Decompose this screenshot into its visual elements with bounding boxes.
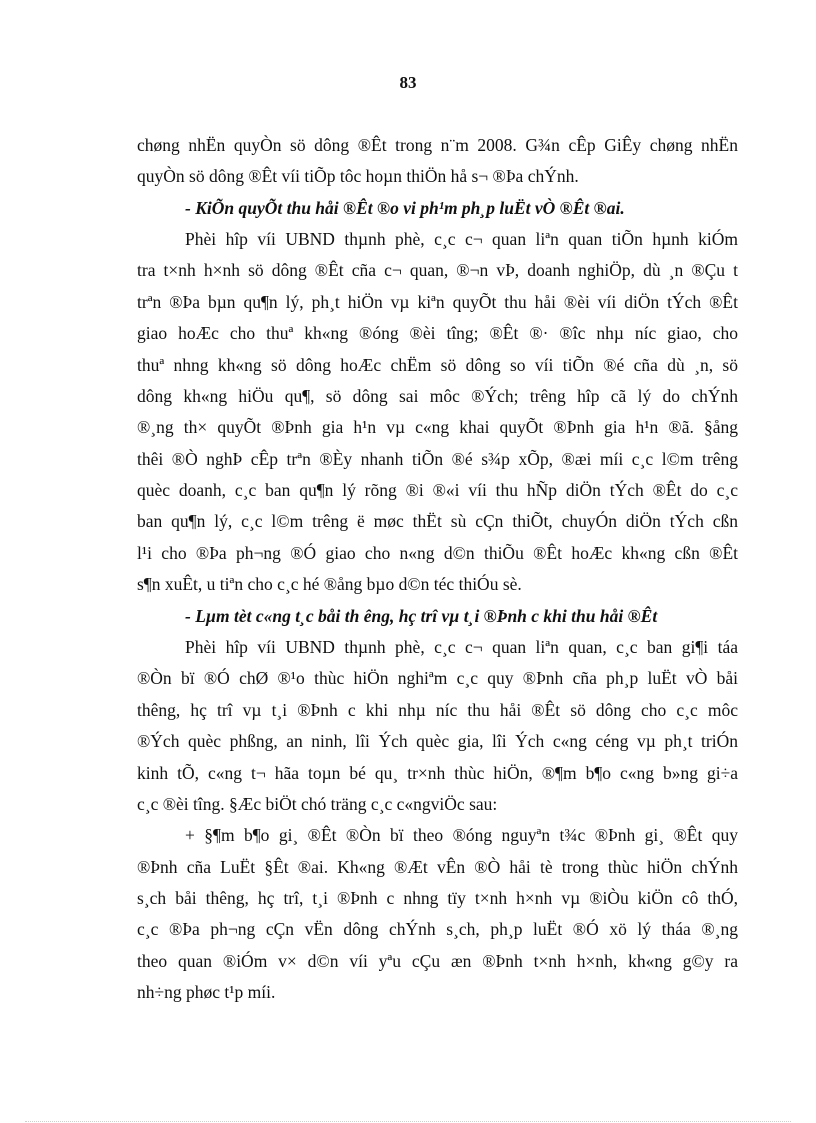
page-bottom-divider [25,1121,791,1122]
paragraph-line: c¸c ®èi tîng. §Æc biÖt chó träng c¸c c«ngviÖc sau: [137,794,498,814]
paragraph-line: tra t×nh h×nh sö dông ®Êt cña c¬ quan, ®¬n vÞ, doanh nghiÖp, dù ¸n ®Çu t [137,260,738,280]
paragraph-line: s¸ch båi thêng, hç trî, t¸i ®Þnh c nhng tïy t×nh h×nh vµ ®iÒu kiÖn cô thÓ, [137,888,738,908]
paragraph-line: thêng, hç trî vµ t¸i ®Þnh c khi nhµ níc thu håi ®Êt sö dông cho c¸c môc [137,700,738,720]
paragraph-line: ban qu¶n lý, c¸c l©m trêng ë møc thËt sù cÇn thiÕt, chuyÓn diÖn tÝch cßn [137,511,738,531]
paragraph-line: s¶n xuÊt, u tiªn cho c¸c hé ®ång bµo d©n téc thiÓu sè. [137,574,522,594]
paragraph-line: ®Ých quèc phßng, an ninh, lîi Ých quèc gia, lîi Ých c«ng céng vµ ph¸t triÓn [137,731,738,751]
section-heading: - Lµm tèt c«ng t¸c båi th êng, hç trî vµ t¸i ®Þnh c khi thu håi ®Êt [185,606,658,626]
paragraph-line: quyÒn sö dông ®Êt víi tiÕp tôc hoµn thiÖn hå s¬ ®Þa chÝnh. [137,166,579,186]
paragraph-line: + §¶m b¶o gi¸ ®Êt ®Òn bï theo ®óng nguyªn t¾c ®Þnh gi¸ ®Êt quy [185,825,738,845]
paragraph-line: chøng nhËn quyÒn sö dông ®Êt trong n¨m 2008. G¾n cÊp GiÊy chøng nhËn [137,135,738,155]
paragraph-line: ®Þnh cña LuËt §Êt ®ai. Kh«ng ®Æt vÊn ®Ò håi tè trong thùc hiÖn chÝnh [137,857,738,877]
paragraph-line: l¹i cho ®Þa ph¬ng ®Ó giao cho n«ng d©n thiÕu ®Êt hoÆc kh«ng cßn ®Êt [137,543,738,563]
paragraph-line: thêi ®Ò nghÞ cÊp trªn ®Èy nhanh tiÕn ®é s¾p xÕp, ®æi míi c¸c l©m trêng [137,449,738,469]
paragraph-line: kinh tÕ, c«ng t¬ hãa toµn bé qu¸ tr×nh thùc hiÖn, ®¶m b¶o c«ng b»ng gi÷a [137,763,738,783]
paragraph-line: theo quan ®iÓm v× d©n víi yªu cÇu æn ®Þnh t×nh h×nh, kh«ng g©y ra [137,951,738,971]
page-number: 83 [399,73,417,92]
paragraph-line: nh÷ng phøc t¹p míi. [137,982,276,1002]
paragraph-line: ®Òn bï ®Ó chØ ®¹o thùc hiÖn nghiªm c¸c quy ®Þnh cña ph¸p luËt vÒ båi [137,668,738,688]
paragraph-line: thuª nhng kh«ng sö dông hoÆc chËm sö dông so víi tiÕn ®é cña dù ¸n, sö [137,355,738,375]
paragraph-line: ®¸ng th× quyÕt ®Þnh gia h¹n vµ c«ng khai quyÕt ®Þnh gia h¹n ®ã. §ång [137,417,738,437]
paragraph-line: Phèi hîp víi UBND thµnh phè, c¸c c¬ quan liªn quan tiÕn hµnh kiÓm [185,229,738,249]
paragraph-line: quèc doanh, c¸c ban qu¶n lý rõng ®i ®«i víi thu hÑp diÖn tÝch ®Êt do c¸c [137,480,738,500]
paragraph-line: dông kh«ng hiÖu qu¶, sö dông sai môc ®Ých; trêng hîp cã lý do chÝnh [137,386,738,406]
paragraph-line: c¸c ®Þa ph¬ng cÇn vËn dông chÝnh s¸ch, ph¸p luËt ®Ó xö lý tháa ®¸ng [137,919,738,939]
paragraph-line: giao hoÆc cho thuª kh«ng ®óng ®èi tîng; ®Êt ®· ®îc nhµ níc giao, cho [137,323,738,343]
section-heading: - KiÕn quyÕt thu håi ®Êt ®o vi ph¹m ph¸p luËt vÒ ®Êt ®ai. [185,198,625,218]
paragraph-line: Phèi hîp víi UBND thµnh phè, c¸c c¬ quan liªn quan, c¸c ban gi¶i táa [185,637,738,657]
paragraph-line: trªn ®Þa bµn qu¶n lý, ph¸t hiÖn vµ kiªn quyÕt thu håi ®èi víi diÖn tÝch ®Êt [137,292,738,312]
